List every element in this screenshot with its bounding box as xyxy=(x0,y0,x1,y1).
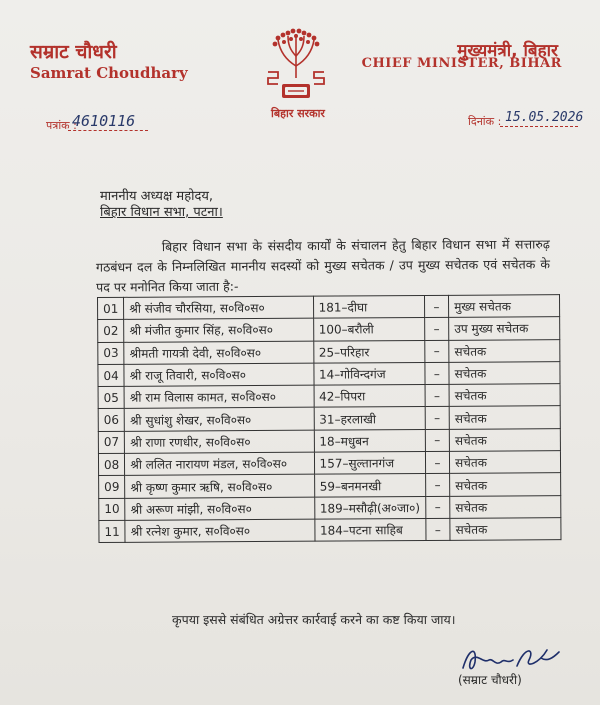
separator-dash: – xyxy=(426,518,451,540)
serial-number: 04 xyxy=(98,364,124,386)
separator-dash: – xyxy=(425,385,450,407)
member-role: सचेतक xyxy=(449,362,560,385)
members-table xyxy=(97,294,561,543)
table-row xyxy=(99,495,561,520)
member-name: श्रीमती गायत्री देवी, स०वि०स० xyxy=(124,341,313,364)
table-row xyxy=(99,473,561,498)
constituency: 157–सुल्तानगंज xyxy=(314,452,425,475)
member-role: सचेतक xyxy=(449,428,560,451)
member-name: श्री संजीव चौरसिया, स०वि०स० xyxy=(124,296,313,319)
table-row xyxy=(98,384,560,409)
member-role: सचेतक xyxy=(449,384,560,407)
table-row xyxy=(98,317,560,342)
separator-dash: – xyxy=(424,295,449,317)
separator-dash: – xyxy=(424,318,449,340)
signatory-name: (सम्राट चौधरी) xyxy=(458,673,522,687)
serial-number: 01 xyxy=(98,297,124,319)
separator-dash: – xyxy=(425,407,450,429)
separator-dash: – xyxy=(425,429,450,451)
emblem-caption: बिहार सरकार xyxy=(271,107,325,120)
serial-number: 09 xyxy=(99,476,125,498)
member-role: मुख्य सचेतक xyxy=(449,295,560,318)
table-row xyxy=(98,362,560,387)
member-role: सचेतक xyxy=(450,451,561,474)
constituency: 184–पटना साहिब xyxy=(314,518,425,541)
closing-line: कृपया इससे संबंधित अग्रेत्तर कार्रवाई करने का कष्ट किया जाय। xyxy=(172,612,456,627)
member-name: श्री सुधांशु शेखर, स०वि०स० xyxy=(124,408,313,431)
member-role: उप मुख्य सचेतक xyxy=(449,317,560,340)
separator-dash: – xyxy=(425,362,450,384)
constituency: 181–दीघा xyxy=(313,296,424,319)
reference-label: पत्रांक : xyxy=(46,119,77,132)
date-value: 15.05.2026 xyxy=(505,110,584,125)
letter-body: बिहार विधान सभा के संसदीय कार्यों के संचालन हेतु बिहार विधान सभा में सत्तारुढ़ गठबंधन दल के निम्नलिखित माननीय सदस्यों को मुख्य सचेतक / उप मुख्य सचेतक एवं सचेतक के पद पर मनोनित किया जाता है:- xyxy=(95,236,551,295)
constituency: 25–परिहार xyxy=(313,340,424,363)
constituency: 31–हरलाखी xyxy=(314,407,425,430)
constituency: 189–मसौढ़ी(अ०जा०) xyxy=(314,496,425,519)
serial-number: 10 xyxy=(99,498,125,520)
member-name: श्री रत्नेश कुमार, स०वि०स० xyxy=(125,519,314,542)
date-underline xyxy=(500,126,578,127)
table-row xyxy=(98,451,560,476)
member-name: श्री मंजीत कुमार सिंह, स०वि०स० xyxy=(124,318,313,341)
sender-name-english: Samrat Choudhary xyxy=(30,64,188,82)
table-row xyxy=(98,428,560,453)
member-role: सचेतक xyxy=(449,339,560,362)
reference-underline xyxy=(68,130,148,131)
date-label: दिनांक : xyxy=(468,115,502,128)
addressee: बिहार विधान सभा, पटना। xyxy=(100,205,223,220)
member-name: श्री अरूण मांझी, स०वि०स० xyxy=(125,497,314,520)
constituency: 18–मधुबन xyxy=(314,429,425,452)
serial-number: 08 xyxy=(98,453,124,475)
member-role: सचेतक xyxy=(450,495,561,518)
member-name: श्री राम विलास कामत, स०वि०स० xyxy=(124,385,313,408)
serial-number: 02 xyxy=(98,320,124,342)
serial-number: 05 xyxy=(98,387,124,409)
serial-number: 07 xyxy=(98,431,124,453)
serial-number: 03 xyxy=(98,342,124,364)
constituency: 14–गोविन्दगंज xyxy=(313,362,424,385)
member-role: सचेतक xyxy=(450,518,561,541)
salutation: माननीय अध्यक्ष महोदय, xyxy=(100,189,214,204)
constituency: 42–पिपरा xyxy=(314,385,425,408)
member-role: सचेतक xyxy=(450,473,561,496)
separator-dash: – xyxy=(425,474,450,496)
member-name: श्री राणा रणधीर, स०वि०स० xyxy=(125,430,314,453)
sender-name-hindi: सम्राट चौधरी xyxy=(30,41,117,63)
constituency: 100–बरौली xyxy=(313,318,424,341)
table-row xyxy=(98,339,560,364)
bihar-emblem-icon xyxy=(264,26,328,104)
member-name: श्री ललित नारायण मंडल, स०वि०स० xyxy=(125,452,314,475)
serial-number: 11 xyxy=(99,520,125,542)
member-name: श्री राजू तिवारी, स०वि०स० xyxy=(124,363,313,386)
separator-dash: – xyxy=(424,340,449,362)
sender-title-english: CHIEF MINISTER, BIHAR xyxy=(361,56,562,71)
table-row xyxy=(98,406,560,431)
table-row xyxy=(99,518,561,543)
sender-title-hindi: मुख्यमंत्री, बिहार xyxy=(457,41,558,61)
serial-number: 06 xyxy=(98,409,124,431)
table-row xyxy=(98,295,560,320)
separator-dash: – xyxy=(425,451,450,473)
member-name: श्री कृष्ण कुमार ऋषि, स०वि०स० xyxy=(125,475,314,498)
constituency: 59–बनमनखी xyxy=(314,474,425,497)
separator-dash: – xyxy=(425,496,450,518)
member-role: सचेतक xyxy=(449,406,560,429)
reference-number: 4610116 xyxy=(72,112,136,130)
